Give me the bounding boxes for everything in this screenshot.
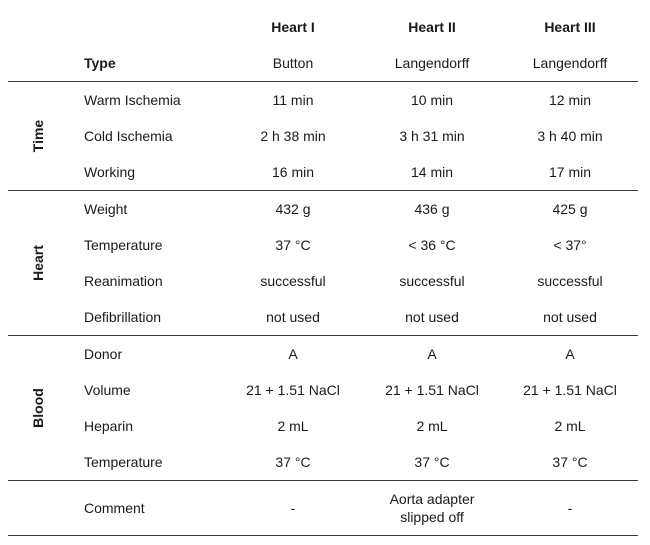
- column-header-heart-1: Heart I: [271, 18, 315, 35]
- section-label-blood-text: Blood: [30, 388, 46, 428]
- cell-value: 37 °C: [275, 454, 311, 470]
- cell-value: A: [224, 336, 362, 373]
- empty-corner-param: [68, 8, 224, 45]
- cell-value: not used: [405, 309, 459, 325]
- comment-line-1: Aorta adapter: [389, 491, 475, 507]
- column-header-heart-3: Heart III: [544, 18, 596, 35]
- comment-value-heart-2: [362, 481, 502, 536]
- row-label: Volume: [84, 382, 131, 398]
- cell-value: successful: [260, 273, 326, 289]
- cell-value: successful: [537, 273, 603, 289]
- column-header-heart-2: Heart II: [408, 18, 456, 35]
- type-value-heart-1: Button: [272, 55, 314, 71]
- cell-value: 21 + 1.51 NaCl: [246, 382, 340, 398]
- row-label: Defibrillation: [84, 309, 162, 325]
- cell-value: < 37°: [553, 237, 587, 253]
- cell-value: 17 min: [548, 164, 592, 180]
- section-label-heart: [8, 191, 68, 336]
- type-value-heart-2: Langendorff: [394, 55, 470, 71]
- table-row: [8, 154, 638, 191]
- comment-value-heart-3: -: [502, 481, 638, 536]
- row-label: Temperature: [84, 454, 163, 470]
- cell-value: 3 h 31 min: [399, 128, 465, 144]
- cell-value: not used: [543, 309, 597, 325]
- cell-value: 21 + 1.51 NaCl: [385, 382, 479, 398]
- section-label-blood: [8, 336, 68, 481]
- comment-line-2: slipped off: [400, 509, 464, 525]
- section-label-time: [8, 82, 68, 191]
- type-value-heart-3: Langendorff: [532, 55, 608, 71]
- cell-value: < 36 °C: [408, 237, 456, 253]
- comment-row: [8, 481, 638, 536]
- cell-value: 3 h 40 min: [537, 128, 603, 144]
- table-row: [8, 82, 638, 119]
- row-label: Reanimation: [84, 273, 163, 289]
- comment-value-heart-1: -: [224, 481, 362, 536]
- row-label: Weight: [68, 191, 224, 228]
- cell-value: 436 g: [362, 191, 502, 228]
- cell-value: 432 g: [224, 191, 362, 228]
- row-label: Temperature: [84, 237, 163, 253]
- section-label-time-text: Time: [30, 119, 46, 153]
- cell-value: A: [362, 336, 502, 373]
- row-label: Working: [84, 164, 136, 180]
- row-label: Cold Ischemia: [84, 128, 173, 144]
- table-row: [8, 191, 638, 228]
- cell-value: 2 h 38 min: [260, 128, 326, 144]
- cell-value: A: [502, 336, 638, 373]
- cell-value: 2 mL: [277, 418, 309, 434]
- cell-value: 2 mL: [554, 418, 586, 434]
- cell-value: 14 min: [410, 164, 454, 180]
- table-row: [8, 227, 638, 263]
- cell-value: 425 g: [502, 191, 638, 228]
- cell-value: 2 mL: [416, 418, 448, 434]
- comment-text-heart-2: [390, 490, 475, 526]
- cell-value: 12 min: [502, 82, 638, 119]
- cell-value: 10 min: [362, 82, 502, 119]
- cell-value: 11 min: [224, 82, 362, 119]
- empty-group-cell: [8, 45, 68, 82]
- empty-corner: [8, 8, 68, 45]
- type-label: Type: [84, 55, 116, 71]
- table-row: [8, 372, 638, 408]
- cell-value: 37 °C: [414, 454, 450, 470]
- table-row: [8, 299, 638, 336]
- cell-value: not used: [266, 309, 320, 325]
- section-label-heart-text: Heart: [29, 245, 46, 281]
- table-row: [8, 118, 638, 154]
- table-row: [8, 408, 638, 444]
- table-row: [8, 336, 638, 373]
- row-label: Donor: [68, 336, 224, 373]
- heart-comparison-table: [8, 8, 638, 536]
- cell-value: 37 °C: [552, 454, 588, 470]
- empty-group-cell: [8, 481, 68, 536]
- cell-value: successful: [399, 273, 465, 289]
- table-row: [8, 263, 638, 299]
- cell-value: 16 min: [271, 164, 315, 180]
- comment-label: Comment: [68, 481, 224, 536]
- cell-value: 37 °C: [275, 237, 311, 253]
- row-label: Heparin: [84, 418, 134, 434]
- row-label: Warm Ischemia: [68, 82, 224, 119]
- table-row: [8, 444, 638, 481]
- type-row: [8, 45, 638, 82]
- header-row: [8, 8, 638, 45]
- cell-value: 21 + 1.51 NaCl: [523, 382, 617, 398]
